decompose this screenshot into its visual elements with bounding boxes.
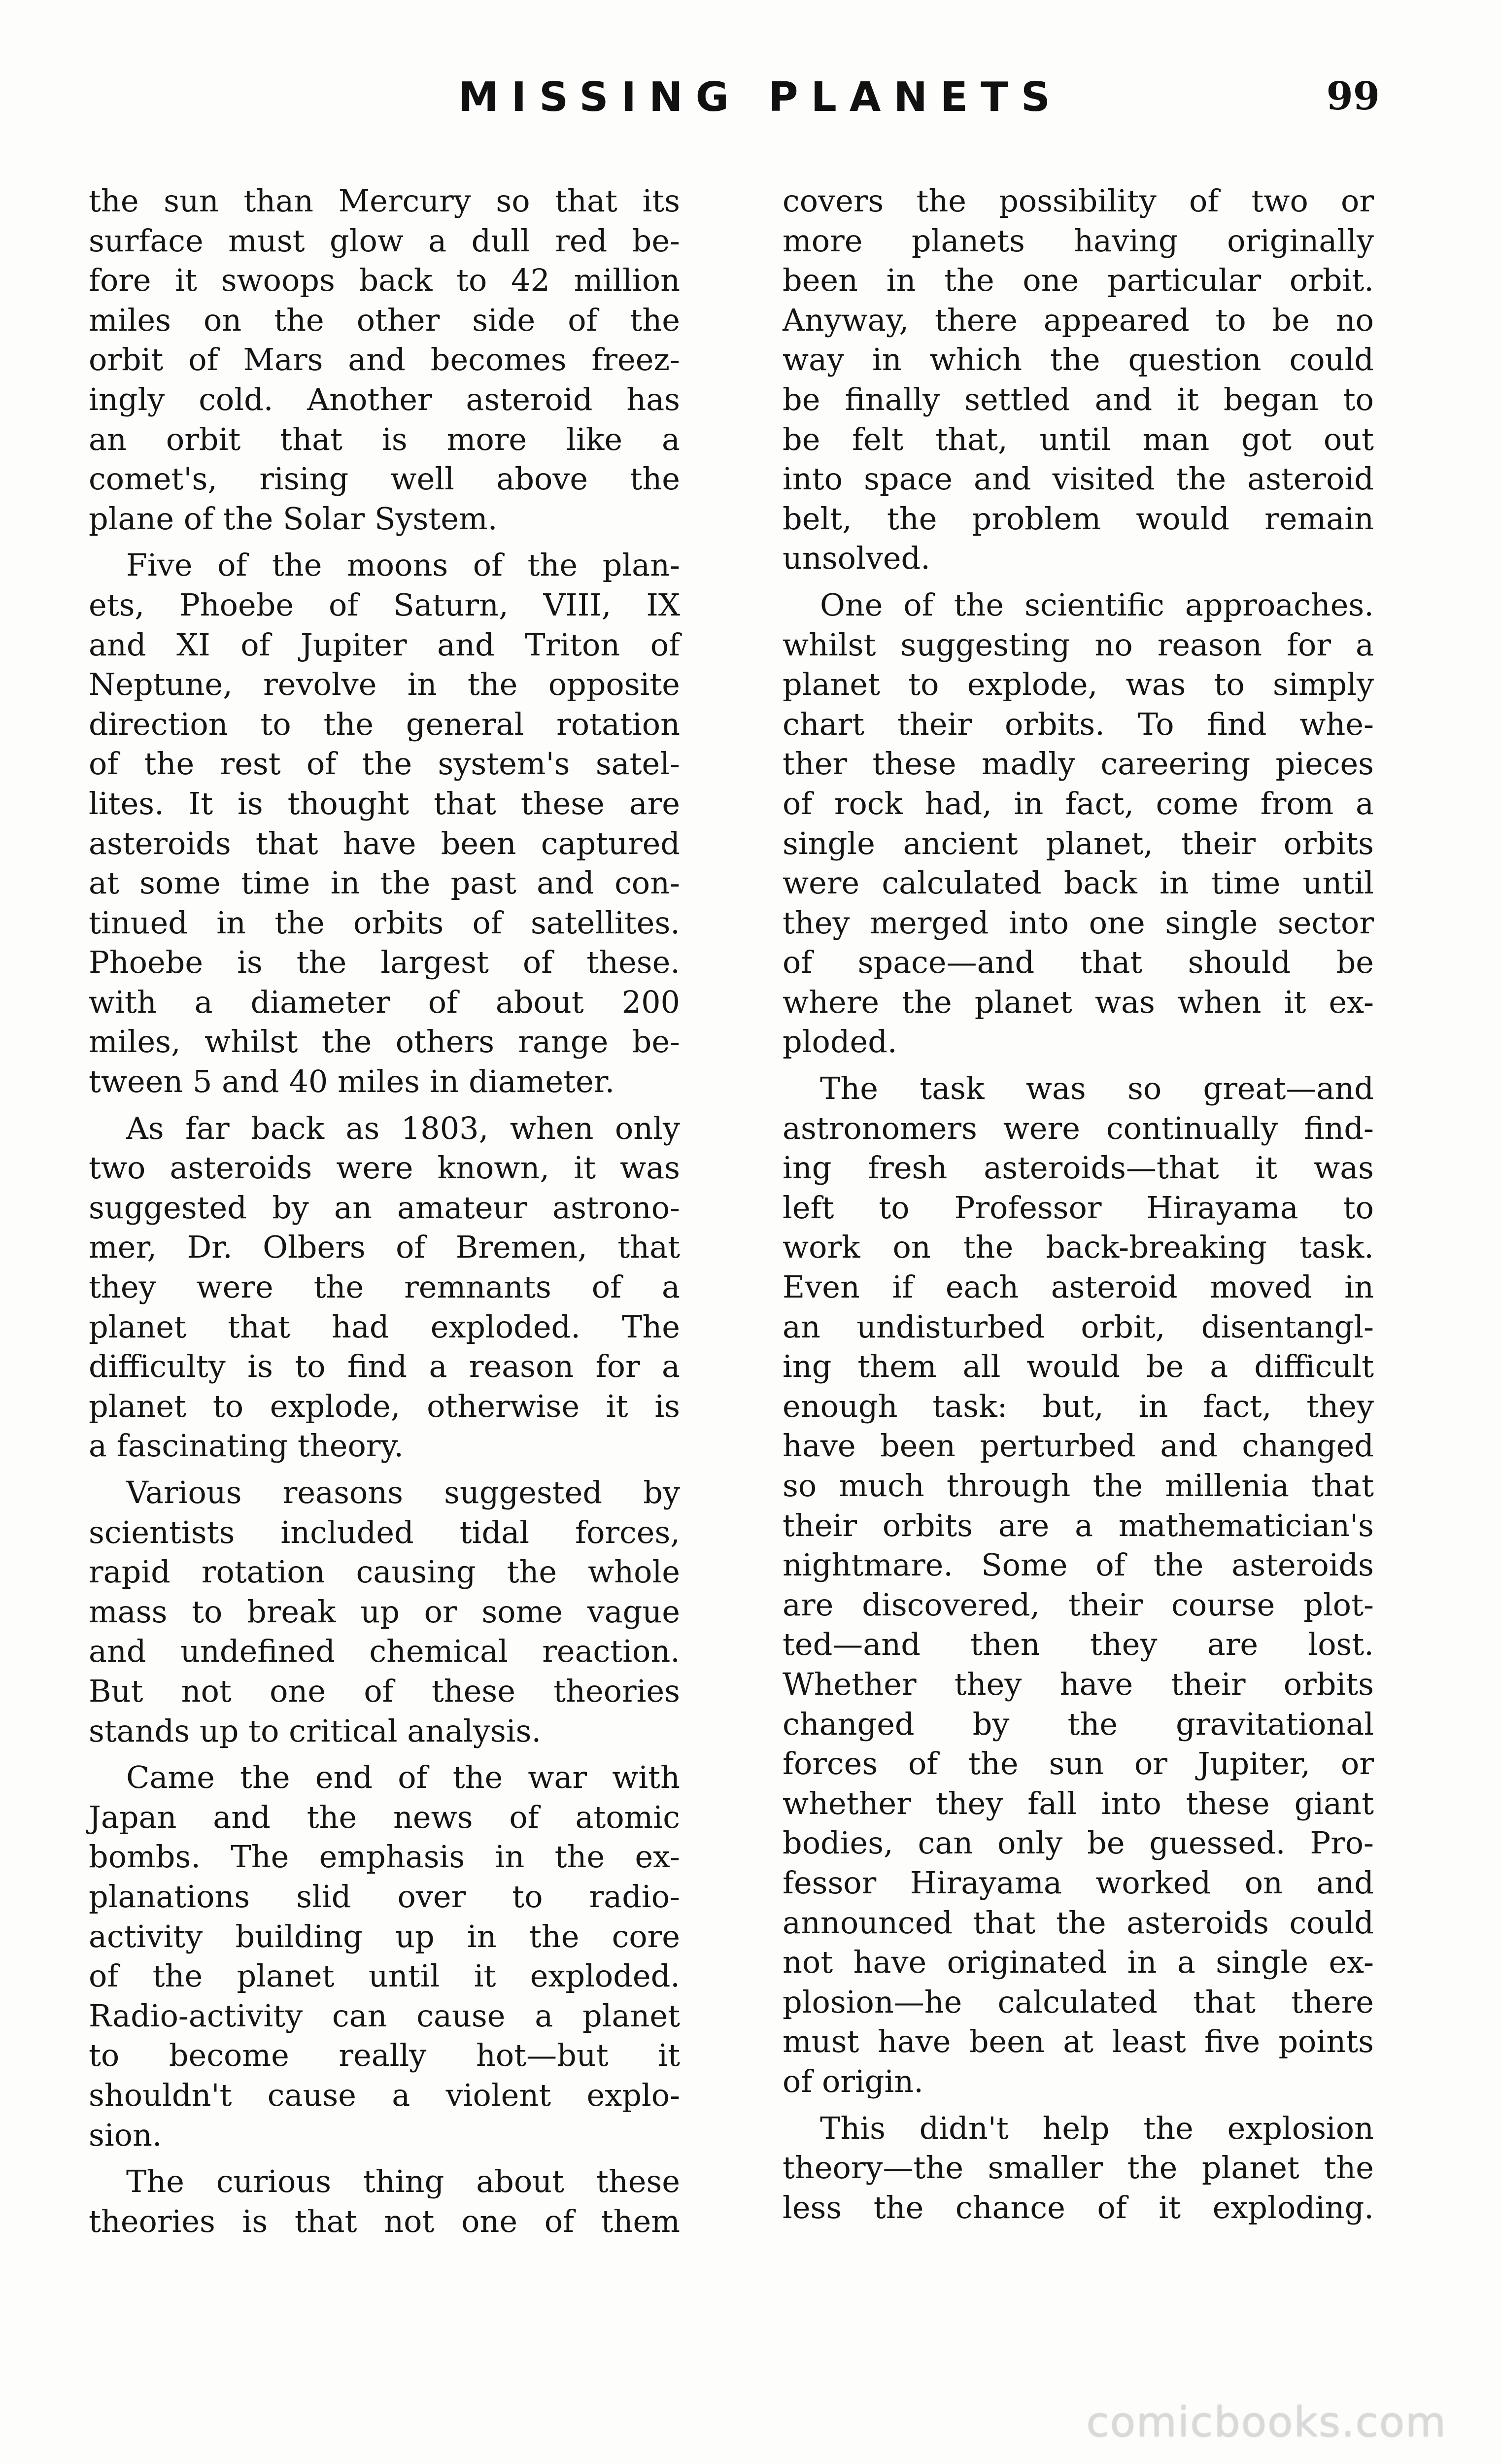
text-line: of rock had, in fact, come from a bbox=[783, 785, 1374, 821]
text-line: at some time in the past and con- bbox=[89, 865, 680, 901]
text-line: announced that the asteroids could bbox=[783, 1904, 1374, 1941]
text-line: an undisturbed orbit, disentangl- bbox=[783, 1308, 1374, 1345]
text-line: Various reasons suggested by bbox=[126, 1474, 680, 1510]
text-line: suggested by an amateur astrono- bbox=[89, 1189, 680, 1226]
text-line: whilst suggesting no reason for a bbox=[783, 626, 1374, 663]
text-line: single ancient planet, their orbits bbox=[783, 825, 1374, 861]
text-line: difficulty is to find a reason for a bbox=[89, 1348, 680, 1385]
text-line: Whether they have their orbits bbox=[783, 1666, 1374, 1702]
text-line: left to Professor Hirayama to bbox=[783, 1189, 1374, 1226]
text-line: and undefined chemical reaction. bbox=[89, 1633, 680, 1670]
text-line: two asteroids were known, it was bbox=[89, 1150, 680, 1186]
text-line: work on the back-breaking task. bbox=[783, 1229, 1374, 1266]
text-line: whether they fall into these giant bbox=[783, 1785, 1374, 1821]
text-line: not have originated in a single ex- bbox=[783, 1944, 1374, 1981]
text-line: tinued in the orbits of satellites. bbox=[89, 904, 680, 941]
text-line: Phoebe is the largest of these. bbox=[89, 944, 680, 981]
paragraph bbox=[89, 1758, 680, 2155]
text-line: Came the end of the war with bbox=[126, 1759, 680, 1796]
text-line: so much through the millenia that bbox=[783, 1468, 1374, 1504]
text-line: bombs. The emphasis in the ex- bbox=[89, 1839, 680, 1875]
text-line: miles on the other side of the bbox=[89, 302, 680, 338]
text-line: be finally settled and it began to bbox=[783, 381, 1374, 417]
text-line: The task was so great—and bbox=[820, 1070, 1374, 1107]
text-line: tween 5 and 40 miles in diameter. bbox=[89, 1063, 615, 1100]
text-line: Anyway, there appeared to be no bbox=[783, 302, 1374, 338]
text-line: be felt that, until man got out bbox=[783, 421, 1374, 457]
text-line: their orbits are a mathematician's bbox=[783, 1507, 1374, 1543]
text-line: miles, whilst the others range be- bbox=[89, 1024, 680, 1060]
text-line: theories is that not one of them bbox=[89, 2203, 680, 2239]
text-line: been in the one particular orbit. bbox=[783, 262, 1374, 299]
text-line: more planets having originally bbox=[783, 222, 1374, 259]
text-line: and XI of Jupiter and Triton of bbox=[89, 626, 680, 663]
text-line: astronomers were continually find- bbox=[783, 1110, 1374, 1146]
text-line: Radio-activity can cause a planet bbox=[89, 1997, 680, 2034]
right-text-column bbox=[783, 181, 1374, 2234]
text-line: orbit of Mars and becomes freez- bbox=[89, 342, 680, 378]
text-line: activity building up in the core bbox=[89, 1918, 680, 1954]
paragraph bbox=[783, 1069, 1374, 2101]
text-line: they merged into one single sector bbox=[783, 904, 1374, 941]
text-line: ted—and then they are lost. bbox=[783, 1626, 1374, 1663]
text-line: planet to explode, was to simply bbox=[783, 666, 1374, 703]
text-line: ets, Phoebe of Saturn, VIII, IX bbox=[89, 586, 680, 623]
text-line: theory—the smaller the planet the bbox=[783, 2150, 1374, 2186]
text-line: forces of the sun or Jupiter, or bbox=[783, 1745, 1374, 1782]
text-line: sion. bbox=[89, 2117, 162, 2153]
text-line: comet's, rising well above the bbox=[89, 461, 680, 497]
paragraph bbox=[89, 1473, 680, 1751]
running-head bbox=[89, 74, 1380, 138]
text-line: Even if each asteroid moved in bbox=[783, 1269, 1374, 1305]
text-line: stands up to critical analysis. bbox=[89, 1712, 542, 1749]
text-line: bodies, can only be guessed. Pro- bbox=[783, 1825, 1374, 1861]
text-line: of the planet until it exploded. bbox=[89, 1958, 680, 1994]
text-line: to become really hot—but it bbox=[89, 2037, 680, 2074]
text-line: mass to break up or some vague bbox=[89, 1593, 680, 1630]
text-line: way in which the question could bbox=[783, 342, 1374, 378]
text-line: direction to the general rotation bbox=[89, 706, 680, 742]
page-number: 99 bbox=[1326, 74, 1380, 119]
text-line: This didn't help the explosion bbox=[820, 2110, 1374, 2146]
text-line: chart their orbits. To find whe- bbox=[783, 706, 1374, 742]
text-line: planet that had exploded. The bbox=[89, 1308, 680, 1345]
text-line: of origin. bbox=[783, 2063, 923, 2099]
text-line: were calculated back in time until bbox=[783, 865, 1374, 901]
text-line: they were the remnants of a bbox=[89, 1269, 680, 1305]
text-line: fessor Hirayama worked on and bbox=[783, 1864, 1374, 1901]
text-line: ingly cold. Another asteroid has bbox=[89, 381, 680, 417]
paragraph bbox=[89, 1109, 680, 1466]
text-line: surface must glow a dull red be- bbox=[89, 222, 680, 259]
text-line: plosion—he calculated that there bbox=[783, 1984, 1374, 2020]
paragraph bbox=[89, 181, 680, 539]
text-line: mer, Dr. Olbers of Bremen, that bbox=[89, 1229, 680, 1266]
text-line: belt, the problem would remain bbox=[783, 500, 1374, 537]
running-title: MISSING PLANETS bbox=[458, 74, 1063, 121]
text-line: are discovered, their course plot- bbox=[783, 1586, 1374, 1623]
paragraph bbox=[783, 2109, 1374, 2228]
text-line: a fascinating theory. bbox=[89, 1428, 404, 1464]
text-line: have been perturbed and changed bbox=[783, 1428, 1374, 1464]
text-line: of the rest of the system's satel- bbox=[89, 746, 680, 782]
text-line: But not one of these theories bbox=[89, 1673, 680, 1709]
text-line: of space—and that should be bbox=[783, 944, 1374, 981]
text-line: into space and visited the asteroid bbox=[783, 461, 1374, 497]
text-line: plane of the Solar System. bbox=[89, 500, 498, 537]
text-line: the sun than Mercury so that its bbox=[89, 183, 680, 219]
text-line: Japan and the news of atomic bbox=[89, 1799, 680, 1835]
paragraph bbox=[89, 2162, 680, 2241]
paragraph bbox=[783, 181, 1374, 579]
text-line: changed by the gravitational bbox=[783, 1706, 1374, 1742]
paragraph bbox=[783, 585, 1374, 1062]
text-line: less the chance of it exploding. bbox=[783, 2189, 1374, 2225]
text-line: where the planet was when it ex- bbox=[783, 984, 1374, 1020]
text-line: covers the possibility of two or bbox=[783, 183, 1374, 219]
text-line: planet to explode, otherwise it is bbox=[89, 1388, 680, 1424]
text-line: One of the scientific approaches. bbox=[820, 586, 1374, 623]
text-line: an orbit that is more like a bbox=[89, 421, 680, 457]
text-line: ing them all would be a difficult bbox=[783, 1348, 1374, 1385]
text-line: fore it swoops back to 42 million bbox=[89, 262, 680, 299]
text-line: enough task: but, in fact, they bbox=[783, 1388, 1374, 1424]
text-line: ploded. bbox=[783, 1024, 897, 1060]
text-line: with a diameter of about 200 bbox=[89, 984, 680, 1020]
text-line: ing fresh asteroids—that it was bbox=[783, 1150, 1374, 1186]
paragraph bbox=[89, 546, 680, 1101]
text-line: The curious thing about these bbox=[126, 2163, 680, 2200]
text-line: Five of the moons of the plan- bbox=[126, 547, 680, 583]
text-line: As far back as 1803, when only bbox=[126, 1110, 680, 1146]
text-line: rapid rotation causing the whole bbox=[89, 1554, 680, 1590]
text-line: must have been at least five points bbox=[783, 2023, 1374, 2060]
text-line: lites. It is thought that these are bbox=[89, 785, 680, 821]
text-line: unsolved. bbox=[783, 540, 930, 577]
text-line: scientists included tidal forces, bbox=[89, 1514, 680, 1550]
text-line: nightmare. Some of the asteroids bbox=[783, 1547, 1374, 1583]
text-line: ther these madly careering pieces bbox=[783, 746, 1374, 782]
text-line: Neptune, revolve in the opposite bbox=[89, 666, 680, 703]
watermark-text: comicbooks.com bbox=[1086, 2398, 1447, 2446]
text-line: planations slid over to radio- bbox=[89, 1878, 680, 1915]
text-line: asteroids that have been captured bbox=[89, 825, 680, 861]
left-text-column bbox=[89, 181, 680, 2248]
text-line: shouldn't cause a violent explo- bbox=[89, 2077, 680, 2113]
